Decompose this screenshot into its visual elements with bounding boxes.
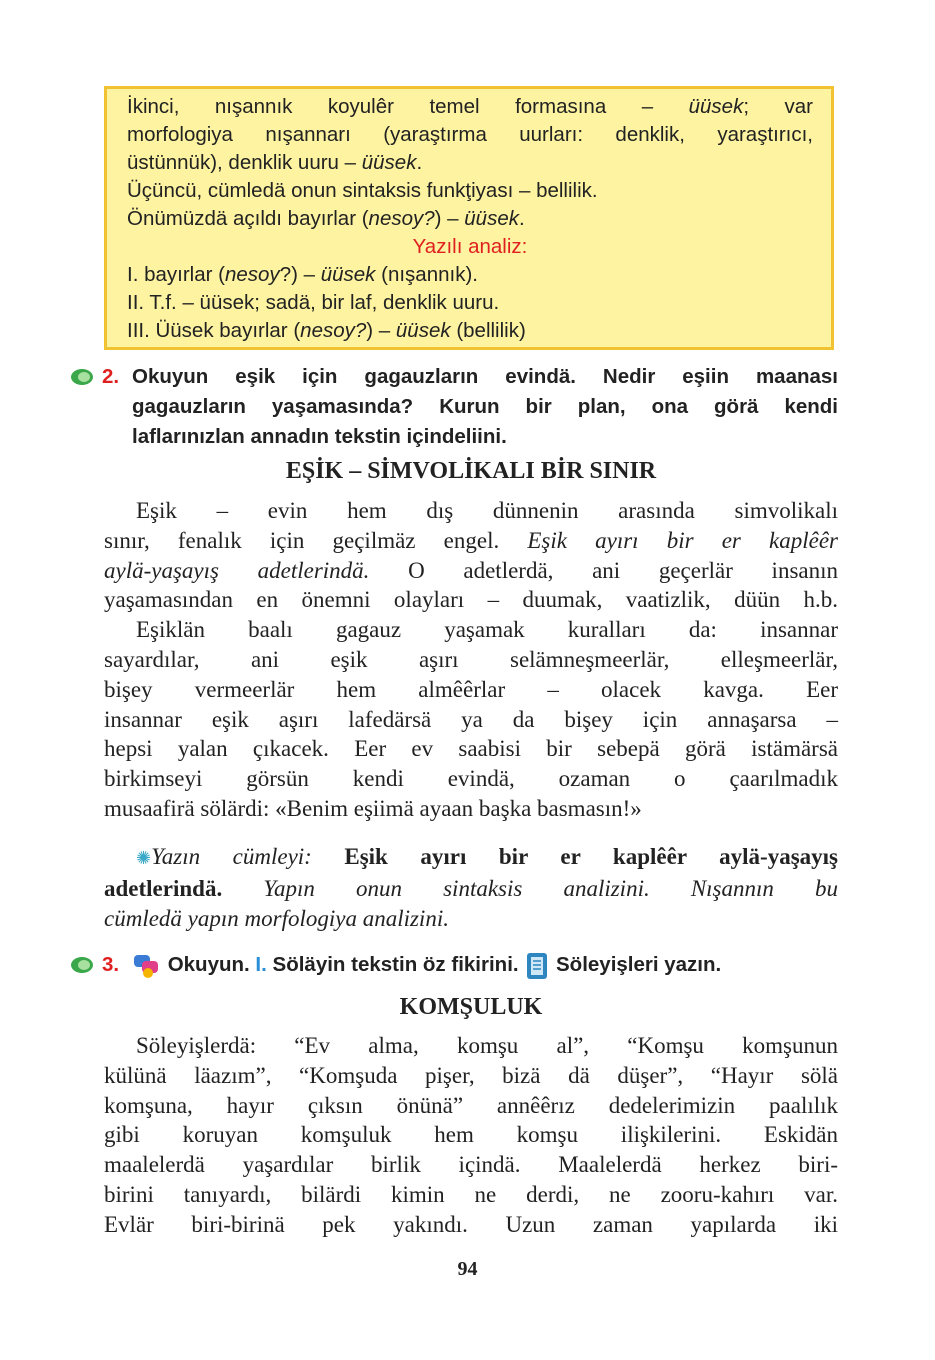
exercise	[104, 842, 838, 933]
text-line: Evlär biri-birinä pek yakındı. Uzun zaman yapılarda iki	[104, 1211, 838, 1237]
text-line: Eşik – evin hem dış dünnenin arasında simvolikalı	[136, 498, 838, 523]
box-line-3: üstünnük), denklik uuru – üüsek.	[127, 151, 423, 174]
page-number: 94	[457, 1258, 478, 1280]
task-3-text	[132, 950, 721, 981]
speech-bubbles-icon	[132, 953, 162, 979]
text-line: maalelerdä yaşardılar birlik içindä. Maalelerdä herkez biri-	[104, 1152, 838, 1178]
notebook-icon	[524, 951, 550, 981]
text-line: Söleyişlerdä: “Ev alma, komşu al”, “Komşu komşunun	[136, 1033, 838, 1058]
task-3-roman: I.	[255, 953, 267, 976]
task-3-write: Söleyişleri yazın.	[556, 953, 722, 976]
task-2-number: 2.	[102, 365, 120, 388]
text-line: bişey vermeerlär hem almêêrlar – olacek kavga. Eer	[104, 676, 838, 702]
text-line: insannar eşik aşırı lafedärsä ya da bişey için annaşarsa –	[104, 706, 838, 732]
task-3-number: 3.	[102, 953, 120, 976]
text-line: sayardılar, ani eşik aşırı selämneşmeerlär, elleşmeerlär,	[104, 646, 838, 672]
box-line-2: morfologiya nışannarı (yaraştırma uurları: denklik, yaraştırıcı,	[127, 123, 813, 146]
task-2-line: gagauzların yaşamasında? Kurun bir plan, ona görä kendi	[132, 395, 838, 418]
box-line-4: Üçüncü, cümledä onun sintaksis funkţiyası – bellilik.	[127, 179, 598, 202]
text-2-title: KOMŞULUK	[399, 994, 543, 1020]
text-line: hepsi yalan çıkacek. Eer ev saabisi bir sebepä görä istämärsä	[104, 736, 838, 762]
exercise-line: adetlerindä. Yapın onun sintaksis analizini. Nışannın bu	[104, 875, 838, 901]
task-3-say: Söläyin tekstin öz fikirini.	[272, 953, 519, 976]
text-line: birkimseyi görsün kendi evindä, ozaman o çaarılmadık	[104, 766, 838, 792]
green-bullet-icon	[70, 368, 94, 386]
text-1-body	[104, 496, 838, 824]
text-line: sınır, fenalık için geçilmäz engel. Eşik ayırı bir er kaplêêr	[104, 527, 838, 553]
text-line: Eşiklän baalı gagauz yaşamak kuralları da: insannar	[136, 617, 838, 643]
text-line: gibi koruyan komşuluk hem komşu ilişkilerini. Eskidän	[104, 1122, 838, 1148]
box-line-8: III. Üüsek bayırlar (nesoy?) – üüsek (bellilik)	[127, 319, 526, 342]
info-box	[104, 86, 834, 350]
text-line: komşuna, hayır çıksın önünä” annêêrız dedelerimizin paalılık	[104, 1092, 838, 1118]
task-3	[70, 950, 910, 982]
analysis-title: Yazılı analiz:	[412, 235, 528, 258]
sparkle-icon: ✺	[136, 848, 152, 869]
task-2-text	[132, 362, 838, 452]
exercise-line: ✺Yazın cümleyi: Eşik ayırı bir er kaplêêr aylä-yaşayış	[136, 844, 838, 869]
box-line-6: I. bayırlar (nesoy?) – üüsek (nışannık).	[127, 263, 478, 286]
green-bullet-icon	[70, 956, 94, 974]
task-2-line: Okuyun eşik için gagauzların evindä. Nedir eşiin maanası	[132, 365, 838, 388]
box-line-7: II. T.f. – üüsek; sadä, bir laf, denklik uuru.	[127, 291, 500, 314]
box-line-5: Önümüzdä açıldı bayırlar (nesoy?) – üüsek.	[127, 207, 525, 230]
task-2-line: laflarınızlan annadın tekstin içindeliini.	[132, 425, 507, 448]
text-line: külünä läazım”, “Komşuda pişer, bizä dä düşer”, “Hayır sölä	[104, 1062, 838, 1088]
text-line: yaşamasından en önemni olayları – duumak, vaatizlik, düün h.b.	[104, 587, 838, 613]
text-2-body	[104, 1031, 838, 1240]
text-line: musaafirä sölärdi: «Benim eşiimä ayaan başka basmasın!»	[104, 795, 642, 821]
box-line-1: İkinci, nışannık koyulêr temel formasına – üüsek; var	[127, 95, 813, 118]
text-line: aylä-yaşayış adetlerindä. O adetlerdä, ani geçerlär insanın	[104, 557, 838, 583]
text-line: birini tanıyardı, bilärdi kimin ne derdi, ne zooru-kahırı var.	[104, 1181, 838, 1207]
text-1-title: EŞİK – SİMVOLİKALI BİR SINIR	[285, 458, 657, 484]
task-3-read: Okuyun.	[167, 953, 250, 976]
task-2	[70, 362, 910, 454]
exercise-line: cümledä yapın morfologiya analizini.	[104, 905, 449, 931]
